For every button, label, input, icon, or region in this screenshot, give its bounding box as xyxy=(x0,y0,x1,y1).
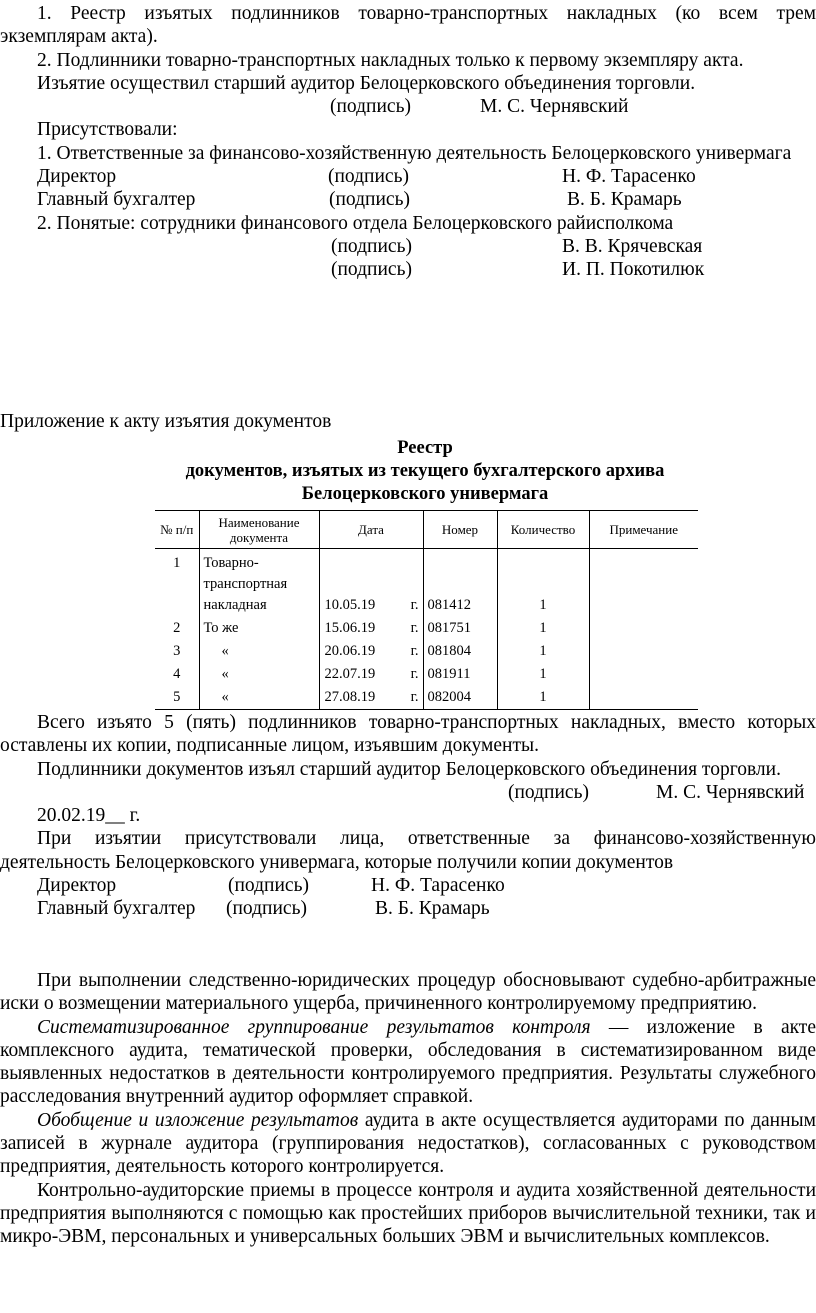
ditto-mark: « xyxy=(199,663,319,686)
signature-placeholder: (подпись) xyxy=(329,189,410,211)
signature-line xyxy=(0,781,816,804)
table-row xyxy=(155,640,698,663)
document-number: 081911 xyxy=(423,663,497,686)
paragraph xyxy=(0,1016,816,1109)
appendix-label: Приложение к акту изъятия документов xyxy=(0,411,332,432)
document-quantity: 1 xyxy=(497,686,589,710)
date-value: 15.06.19 xyxy=(324,620,376,636)
signer-name: Н. Ф. Тарасенко xyxy=(562,166,696,188)
document-date xyxy=(319,663,423,686)
year-suffix: г. xyxy=(410,689,419,705)
signer-name: В. В. Крячевская xyxy=(562,235,703,257)
paragraph: При изъятии присутствовали лица, ответственные за финансово-хозяйственную деятельность Белоцерковского универмага, которые получили копии документов xyxy=(0,828,816,873)
date-value: 27.08.19 xyxy=(324,689,376,705)
document-quantity: 1 xyxy=(497,640,589,663)
ditto-mark: « xyxy=(199,686,319,710)
paragraph: Всего изъято 5 (пять) подлинников товарно-транспортных накладных, вместо которых оставлены их копии, подписанные лицом, изъявшим документы. xyxy=(0,712,816,757)
document-date xyxy=(319,617,423,640)
paragraph: Присутствовали: xyxy=(37,119,178,141)
table-row xyxy=(155,663,698,686)
signer-role: Главный бухгалтер xyxy=(37,189,196,211)
register-table xyxy=(155,510,698,710)
table-row xyxy=(155,617,698,640)
document-note xyxy=(589,617,698,640)
row-number: 2 xyxy=(155,617,199,640)
paragraph: Контрольно-аудиторские приемы в процессе контроля и аудита хозяйственной деятельности предприятия выполняются с помощью как простейших приборов вычислительной техники, так и микро-ЭВМ, персональных и универсальных больших ЭВМ и вычислительных комплексов. xyxy=(0,1179,816,1248)
document-quantity: 1 xyxy=(497,549,589,618)
paragraph: 1. Ответственные за финансово-хозяйственную деятельность Белоцерковского универмага xyxy=(37,142,792,164)
signature-placeholder: (подпись) xyxy=(330,96,411,118)
signature-placeholder: (подпись) xyxy=(226,898,307,920)
year-suffix: г. xyxy=(410,620,419,636)
row-number: 4 xyxy=(155,663,199,686)
signer-name: В. Б. Крамарь xyxy=(567,189,682,211)
table-row xyxy=(155,686,698,710)
signer-role: Главный бухгалтер xyxy=(37,898,196,920)
italic-term: Систематизированное группирование результатов контроля xyxy=(37,1016,591,1038)
document-quantity: 1 xyxy=(497,663,589,686)
column-header: № п/п xyxy=(155,511,199,549)
paragraph-text: — изложение в акте комплексного аудита, тематической проверки, обследования в систематизированном виде выявленных недостатков в деятельности контролируемого предприятия. Результаты служебного расследования внутренний аудитор оформляет справкой. xyxy=(0,1016,816,1108)
signature-line xyxy=(0,165,816,188)
document-number: 081412 xyxy=(423,549,497,618)
column-header: Количество xyxy=(497,511,589,549)
document-number: 081751 xyxy=(423,617,497,640)
date-value: 22.07.19 xyxy=(324,666,376,682)
document-note xyxy=(589,549,698,618)
act-date: 20.02.19__ г. xyxy=(37,805,141,827)
signature-placeholder: (подпись) xyxy=(508,781,589,803)
column-header: Примечание xyxy=(589,511,698,549)
date-value: 20.06.19 xyxy=(324,643,376,659)
row-number: 5 xyxy=(155,686,199,710)
signer-name: В. Б. Крамарь xyxy=(375,898,490,920)
document-name-line: Товарно- xyxy=(203,555,259,571)
signature-line xyxy=(0,235,816,258)
paragraph: При выполнении следственно-юридических процедур обосновывают судебно-арбитражные иски о возмещении материального ущерба, причиненного контролируемому предприятию. xyxy=(0,970,816,1015)
paragraph: Подлинники документов изъял старший аудитор Белоцерковского объединения торговли. xyxy=(37,758,781,780)
document-name xyxy=(199,549,319,618)
act-conclusion xyxy=(0,711,816,921)
signature-line xyxy=(0,95,816,118)
table-row xyxy=(155,549,698,618)
title-line: Белоцерковского универмага xyxy=(301,484,549,504)
document-quantity: 1 xyxy=(497,617,589,640)
title-line: документов, изъятых из текущего бухгалтерского архива xyxy=(185,461,665,481)
year-suffix: г. xyxy=(410,666,419,682)
signer-name: М. С. Чернявский xyxy=(656,781,805,803)
signature-line xyxy=(0,188,816,211)
body-text xyxy=(0,969,816,1249)
signer-role: Директор xyxy=(37,875,117,897)
document-name-line: транспортная xyxy=(203,576,288,592)
table-header-row xyxy=(155,511,698,549)
paragraph: Изъятие осуществил старший аудитор Белоцерковского объединения торговли. xyxy=(37,72,696,94)
date-value: 10.05.19 xyxy=(324,597,376,613)
signer-name: И. П. Покотилюк xyxy=(562,259,705,281)
signature-placeholder: (подпись) xyxy=(228,875,309,897)
column-header: Номер xyxy=(423,511,497,549)
document-name-line: накладная xyxy=(203,597,267,613)
paragraph: 2. Подлинники товарно-транспортных накладных только к первому экземпляру акта. xyxy=(37,49,744,71)
act-attachments xyxy=(0,2,816,282)
row-number: 3 xyxy=(155,640,199,663)
document-note xyxy=(589,663,698,686)
column-header: Дата xyxy=(319,511,423,549)
ditto-mark: « xyxy=(199,640,319,663)
document-date xyxy=(319,549,423,618)
paragraph: 1. Реестр изъятых подлинников товарно-транспортных накладных (ко всем трем экземплярам акта). xyxy=(0,3,816,48)
document-date xyxy=(319,640,423,663)
document-note xyxy=(589,640,698,663)
signature-placeholder: (подпись) xyxy=(328,166,409,188)
signature-placeholder: (подпись) xyxy=(331,235,412,257)
column-header: Наименование документа xyxy=(199,511,319,549)
register-title xyxy=(0,437,816,506)
signature-line xyxy=(0,258,816,281)
signature-line xyxy=(0,897,816,920)
paragraph: 2. Понятые: сотрудники финансового отдела Белоцерковского райисполкома xyxy=(37,212,674,234)
paragraph-text: аудита в акте осуществляется аудиторами по данным записей в журнале аудитора (группирования недостатков), согласованных с руководством предприятия, деятельность которого контролируется. xyxy=(0,1109,816,1178)
signature-line xyxy=(0,874,816,897)
document-number: 082004 xyxy=(423,686,497,710)
signature-placeholder: (подпись) xyxy=(331,259,412,281)
signer-name: Н. Ф. Тарасенко xyxy=(371,875,505,897)
year-suffix: г. xyxy=(410,597,419,613)
document-name: То же xyxy=(199,617,319,640)
signer-name: М. С. Чернявский xyxy=(480,96,629,118)
document-date xyxy=(319,686,423,710)
document-note xyxy=(589,686,698,710)
italic-term: Обобщение и изложение результатов xyxy=(37,1109,359,1131)
document-number: 081804 xyxy=(423,640,497,663)
title-line: Реестр xyxy=(397,438,453,458)
signer-role: Директор xyxy=(37,166,117,188)
row-number: 1 xyxy=(155,549,199,618)
year-suffix: г. xyxy=(410,643,419,659)
paragraph xyxy=(0,1109,816,1179)
